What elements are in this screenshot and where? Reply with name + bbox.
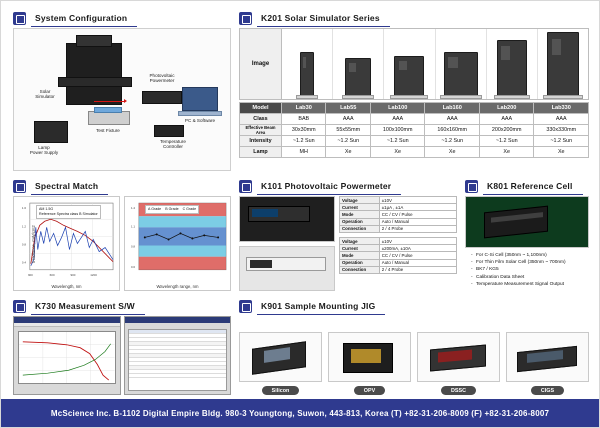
- spec-value: Auto / Manual: [379, 259, 456, 266]
- label-temperature-controller: Temperature Controller: [160, 139, 186, 150]
- cell: MH: [282, 147, 326, 158]
- jig-caption: CIGS: [531, 386, 564, 395]
- system-configuration-header: [13, 11, 231, 26]
- k101-header: [239, 179, 457, 194]
- table-row-model: [240, 103, 589, 114]
- cell: ~1.2 Sun: [479, 136, 534, 147]
- cell: AAA: [326, 114, 370, 125]
- legend-item: A Grade: [148, 207, 162, 211]
- spec-value: 2 / 4 Probe: [379, 266, 456, 273]
- simulator-shroud: [58, 77, 132, 87]
- k201-spec-table: [239, 102, 589, 158]
- row-header: Class: [240, 114, 282, 125]
- svg-text:0.4: 0.4: [21, 260, 27, 265]
- k201-body: [239, 28, 589, 171]
- jig-photo: [239, 332, 322, 382]
- section-title: K801 Reference Cell: [483, 179, 583, 195]
- k101-spec-tables: [339, 196, 457, 291]
- section-badge-icon: [13, 12, 26, 25]
- reference-cell-graphic: [484, 206, 548, 239]
- svg-text:0.8: 0.8: [21, 242, 27, 247]
- beam-arrow-icon: [124, 99, 127, 103]
- spec-value: CC / CV / Pulse: [379, 252, 456, 259]
- table-row: [340, 266, 457, 273]
- spec-key: Connection: [340, 266, 380, 273]
- svg-text:300: 300: [27, 272, 33, 277]
- jig-item-opv: [328, 316, 411, 395]
- jig-caption: DSSC: [441, 386, 476, 395]
- spec-value: ±10V: [379, 197, 456, 204]
- cell: ~1.2 Sun: [425, 136, 480, 147]
- product-image-lab100: [384, 29, 435, 99]
- spectral-irradiance-chart: [13, 196, 120, 291]
- k101-product-images: [239, 196, 335, 291]
- cell: AAA: [479, 114, 534, 125]
- svg-text:1.1: 1.1: [130, 224, 136, 229]
- system-configuration-diagram: [13, 28, 231, 171]
- cell: 200x200mm: [479, 125, 534, 136]
- spec-key: Operation: [340, 218, 380, 225]
- cell: Lab30: [282, 103, 326, 114]
- jig-photo: [506, 332, 589, 382]
- jig-photo: [417, 332, 500, 382]
- table-row: [340, 237, 457, 244]
- table-row: [340, 245, 457, 252]
- spec-key: Voltage: [340, 237, 380, 244]
- k901-header: [239, 299, 589, 314]
- jig-item-silicon: [239, 316, 322, 395]
- label-photovoltaic-powermeter: Photovoltaic Powermeter: [149, 73, 175, 84]
- x-axis-label: Wavelength, nm: [51, 284, 82, 289]
- cell: ~1.2 Sun: [534, 136, 589, 147]
- section-k801: [465, 179, 589, 291]
- cell: 30x30mm: [282, 125, 326, 136]
- svg-text:1200: 1200: [90, 272, 97, 277]
- iv-curve-svg: [19, 332, 115, 383]
- section-badge-icon: [13, 180, 26, 193]
- legend-item: C Grade: [182, 207, 197, 211]
- window-menubar: [14, 323, 120, 327]
- product-image-lab160: [436, 29, 487, 99]
- spec-key: Current: [340, 204, 380, 211]
- spec-value: ±1μA , ±1A: [379, 204, 456, 211]
- spectral-match-grade-chart: [124, 196, 231, 291]
- table-row: [340, 218, 457, 225]
- cell: 160x160mm: [425, 125, 480, 136]
- section-k201: [239, 11, 589, 171]
- jig-item-dssc: [417, 316, 500, 395]
- list-item: - Temperature Measurement Signal Output: [471, 281, 589, 288]
- section-system-configuration: [13, 11, 231, 171]
- test-fixture-stage: [94, 107, 122, 113]
- cell: Xe: [534, 147, 589, 158]
- window-titlebar: [125, 317, 231, 323]
- table-row: [129, 374, 227, 378]
- section-title: K730 Measurement S/W: [31, 299, 145, 315]
- grade-chart-legend: [145, 205, 199, 214]
- test-fixture-graphic: [88, 111, 130, 125]
- cell: Xe: [370, 147, 425, 158]
- cell: ~1.2 Sun: [282, 136, 326, 147]
- section-title: Spectral Match: [31, 179, 108, 195]
- table-row-class: [240, 114, 589, 125]
- jig-caption: OPV: [354, 386, 385, 395]
- list-item: - BK7 / KG5: [471, 266, 589, 273]
- svg-text:0.6: 0.6: [130, 264, 136, 269]
- x-axis-label: Wavelength range, nm: [156, 284, 199, 289]
- table-row-lamp: [240, 147, 589, 158]
- row-header: Lamp: [240, 147, 282, 158]
- label-test-fixture: Test Fixture: [96, 128, 120, 133]
- label-solar-simulator: Solar Simulator: [35, 89, 55, 100]
- section-k901: [239, 299, 589, 395]
- label-pc-software: PC & Software: [184, 118, 216, 123]
- beam-path-line: [94, 101, 124, 102]
- k801-body: [465, 196, 589, 291]
- section-title: K201 Solar Simulator Series: [257, 11, 390, 27]
- k101-body: [239, 196, 457, 291]
- section-badge-icon: [239, 12, 252, 25]
- spec-key: Mode: [340, 211, 380, 218]
- spec-value: ±200mA, ±10A: [379, 245, 456, 252]
- spec-value: CC / CV / Pulse: [379, 211, 456, 218]
- pc-base: [178, 111, 222, 116]
- lamp-power-supply-graphic: [34, 121, 68, 143]
- svg-text:900: 900: [70, 272, 76, 277]
- section-badge-icon: [239, 180, 252, 193]
- k730-body: [13, 316, 231, 395]
- footer-text: McScience Inc. B-1102 Digital Empire Bldg. 980-3 Youngtong, Suwon, 443-813, Korea (T) +82-31-206-8009 (F) +82-31-206-8007: [50, 408, 550, 418]
- k801-feature-list: [465, 252, 589, 288]
- measurement-table: [128, 329, 228, 391]
- solar-simulator-head: [76, 35, 112, 47]
- spectral-match-header: [13, 179, 231, 194]
- spec-key: Connection: [340, 225, 380, 232]
- section-spectral-match: [13, 179, 231, 291]
- cell: Lab55: [326, 103, 370, 114]
- cell: Xe: [479, 147, 534, 158]
- iv-curve-plot: [18, 331, 116, 384]
- svg-text:1.2: 1.2: [21, 224, 27, 229]
- jig-item-cigs: [506, 316, 589, 395]
- cell: 100x100mm: [370, 125, 425, 136]
- table-row: [340, 252, 457, 259]
- jig-photo: [328, 332, 411, 382]
- cell: Lab100: [370, 103, 425, 114]
- row-header: Effective Beam Area: [240, 125, 282, 136]
- section-title: K101 Photovoltaic Powermeter: [257, 179, 401, 195]
- list-item: - Calibration Data Sheet: [471, 274, 589, 281]
- label-lamp-power-supply: Lamp Power Supply: [29, 145, 59, 156]
- spec-value: Auto / Manual: [379, 218, 456, 225]
- k201-header: [239, 11, 589, 26]
- list-item: - For C-Si Cell (350nm ~ 1,100nm): [471, 252, 589, 259]
- k201-image-row: [239, 28, 589, 100]
- product-image-lab200: [487, 29, 538, 99]
- spec-key: Voltage: [340, 197, 380, 204]
- table-row: [340, 225, 457, 232]
- svg-text:1.4: 1.4: [130, 206, 136, 211]
- software-screenshot-table: [124, 316, 232, 395]
- section-badge-icon: [239, 300, 252, 313]
- cell: Lab160: [425, 103, 480, 114]
- list-item: - For Thin Film Solar Cell (350nm ~ 700nm): [471, 259, 589, 266]
- svg-text:600: 600: [49, 272, 55, 277]
- cell: ~1.2 Sun: [370, 136, 425, 147]
- spectral-match-body: [13, 196, 231, 291]
- pc-graphic: [182, 87, 218, 111]
- product-image-lab30: [282, 29, 333, 99]
- reference-cell-photo: [465, 196, 589, 248]
- diagram-canvas: [14, 29, 230, 170]
- cell: Xe: [425, 147, 480, 158]
- cell: AAA: [534, 114, 589, 125]
- section-badge-icon: [465, 180, 478, 193]
- table-row-effective-beam-area: [240, 125, 589, 136]
- k730-header: [13, 299, 231, 314]
- spec-value: ±10V: [379, 237, 456, 244]
- cell: Lab200: [479, 103, 534, 114]
- section-k730: [13, 299, 231, 395]
- product-image-lab55: [333, 29, 384, 99]
- k101-spec-table-bottom: [339, 237, 457, 274]
- table-row-intensity: [240, 136, 589, 147]
- cell: 330x330mm: [534, 125, 589, 136]
- spec-value: 2 / 4 Probe: [379, 225, 456, 232]
- powermeter-photo-bottom: [239, 246, 335, 292]
- cell: ~1.2 Sun: [326, 136, 370, 147]
- cell: Lab330: [534, 103, 589, 114]
- table-row: [340, 259, 457, 266]
- section-k101: [239, 179, 457, 291]
- legend-item: Reference Spectra class B Simulator: [39, 212, 98, 216]
- spec-key: Operation: [340, 259, 380, 266]
- solar-simulator-graphic: [66, 43, 122, 105]
- cell: AAA: [425, 114, 480, 125]
- cell: BAB: [282, 114, 326, 125]
- footer-contact-bar: [1, 399, 599, 427]
- section-title: K901 Sample Mounting JIG: [257, 299, 385, 315]
- row-header: Intensity: [240, 136, 282, 147]
- cell: AAA: [370, 114, 425, 125]
- spectral-chart-legend: [36, 205, 101, 219]
- spec-key: Current: [340, 245, 380, 252]
- legend-item: B Grade: [165, 207, 179, 211]
- software-screenshot-graph: [13, 316, 121, 395]
- k801-header: [465, 179, 589, 194]
- temperature-controller-graphic: [154, 125, 184, 137]
- spec-key: Mode: [340, 252, 380, 259]
- row-header: Model: [240, 103, 282, 114]
- table-row: [340, 204, 457, 211]
- cell: Xe: [326, 147, 370, 158]
- svg-text:1.6: 1.6: [21, 206, 27, 211]
- section-badge-icon: [13, 300, 26, 313]
- y-axis-label: Irradiance, mW/cm2: [31, 224, 37, 263]
- cell: 55x55mm: [326, 125, 370, 136]
- powermeter-graphic: [142, 91, 182, 104]
- table-row: [340, 197, 457, 204]
- svg-text:0.8: 0.8: [130, 244, 136, 249]
- product-image-lab330: [538, 29, 588, 99]
- k901-body: [239, 316, 589, 395]
- legend-item: AM 1.5G: [39, 207, 54, 211]
- section-title: System Configuration: [31, 11, 137, 27]
- jig-caption: Silicon: [262, 386, 300, 395]
- k101-spec-table-top: [339, 196, 457, 233]
- image-row-label: Image: [240, 29, 282, 99]
- powermeter-photo-top: [239, 196, 335, 242]
- table-row: [340, 211, 457, 218]
